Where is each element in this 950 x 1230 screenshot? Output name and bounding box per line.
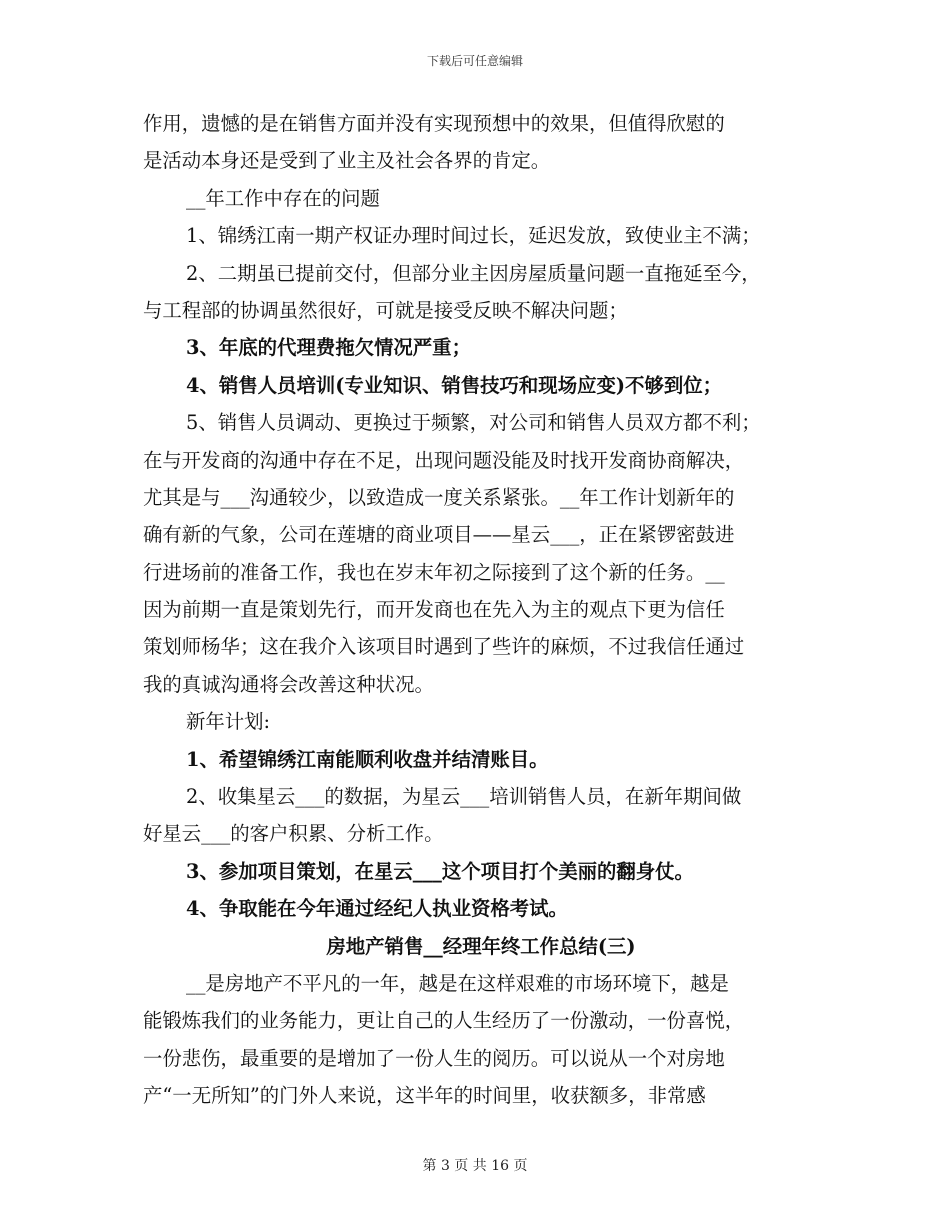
list-item: 5、销售人员调动、更换过于频繁，对公司和销售人员双方都不利； — [186, 411, 761, 435]
body-line: 一份悲伤，最重要的是增加了一份人生的阅历。可以说从一个对房地 — [143, 1046, 725, 1070]
page-header: 下载后可任意编辑 — [426, 54, 523, 68]
body-line: 尤其是与___沟通较少，以致造成一度关系紧张。__年工作计划新年的 — [143, 485, 735, 509]
list-item: 3、年底的代理费拖欠情况严重； — [186, 336, 471, 360]
body-line: 好星云___的客户积累、分析工作。 — [143, 822, 444, 846]
list-item: 2、收集星云___的数据，为星云___培训销售人员，在新年期间做 — [186, 785, 742, 809]
body-line: 能锻炼我们的业务能力，更让自己的人生经历了一份激动，一份喜悦， — [143, 1009, 745, 1033]
body-line: 因为前期一直是策划先行，而开发商也在先入为主的观点下更为信任 — [143, 598, 725, 622]
body-line: 产“一无所知”的门外人来说，这半年的时间里，收获额多，非常感 — [143, 1084, 706, 1108]
page-number: 第 3 页 共 16 页 — [422, 1158, 528, 1174]
list-item: 1、希望锦绣江南能顺利收盘并结清账目。 — [186, 747, 549, 771]
list-item: 4、销售人员培训(专业知识、销售技巧和现场应变)不够到位； — [186, 373, 722, 397]
section-heading: __年工作中存在的问题 — [186, 186, 380, 210]
list-item: 4、争取能在今年通过经纪人执业资格考试。 — [186, 897, 568, 921]
list-item: 2、二期虽已提前交付，但部分业主因房屋质量问题一直拖延至今， — [186, 261, 761, 285]
body-line: __是房地产不平凡的一年，越是在这样艰难的市场环境下，越是 — [186, 971, 729, 995]
document-body — [143, 105, 819, 1115]
body-line: 确有新的气象，公司在莲塘的商业项目——星云___，正在紧锣密鼓进 — [143, 523, 735, 547]
body-line: 与工程部的协调虽然很好，可就是接受反映不解决问题； — [143, 298, 628, 322]
section-heading: 新年计划: — [186, 710, 271, 734]
document-title: 房地产销售__经理年终工作总结(三) — [326, 934, 636, 958]
body-line: 在与开发商的沟通中存在不足，出现问题没能及时找开发商协商解决， — [143, 448, 745, 472]
list-item: 3、参加项目策划，在星云___这个项目打个美丽的翻身仗。 — [186, 859, 694, 883]
body-line: 策划师杨华；这在我介入该项目时遇到了些许的麻烦，不过我信任通过 — [143, 635, 745, 659]
list-item: 1、锦绣江南一期产权证办理时间过长，延迟发放，致使业主不满； — [186, 224, 761, 248]
body-line: 是活动本身还是受到了业主及社会各界的肯定。 — [143, 149, 551, 173]
body-line: 作用，遗憾的是在销售方面并没有实现预想中的效果，但值得欣慰的 — [143, 112, 725, 135]
body-line: 行进场前的准备工作，我也在岁末年初之际接到了这个新的任务。__ — [143, 560, 725, 584]
body-line: 我的真诚沟通将会改善这种状况。 — [143, 672, 434, 696]
